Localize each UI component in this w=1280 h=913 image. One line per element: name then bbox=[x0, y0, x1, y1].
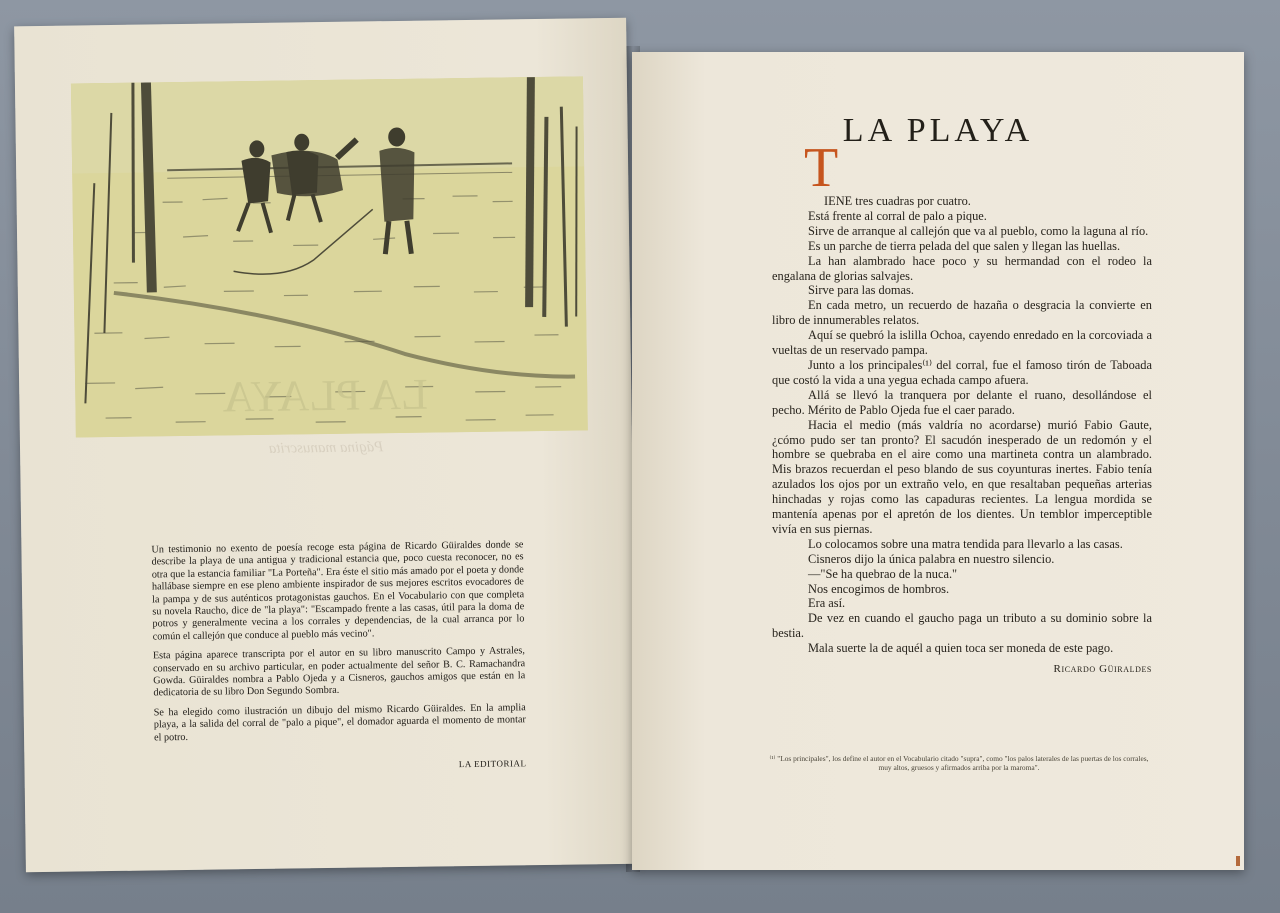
poem-paragraph: Allá se llevó la tranquera por delante el ruano, desollándose el pecho. Mérito de Pablo Ojeda fue el caer parado. bbox=[772, 387, 1152, 417]
poem-paragraph: Sirve de arranque al callejón que va al pueblo, como la laguna al río. bbox=[808, 223, 1149, 238]
editorial-note bbox=[151, 539, 526, 782]
drawing-sketch bbox=[71, 76, 588, 437]
poem-paragraph: Cisneros dijo la única palabra en nuestro silencio. bbox=[808, 551, 1055, 566]
prose-poem bbox=[772, 194, 1152, 677]
poem-paragraph: Hacia el medio (más valdría no acordarse) murió Fabio Gaute, ¿cómo pudo ser tan pronto? El sacudón inesperado de un redomón y el hombre se quebraba en el aire como una martineta contra un alambrado. Mis brazos recuerdan el peso blando de sus coyunturas inertes. Fabio tenía azulados los ojos por un extraño velo, en que resaltaban pequeñas arterias hinchadas y rojas como las capaduras recientes. La lengua mordida se mantenía apenas por el apretón de los dientes. Un temblor imperceptible vivía en sus piernas. bbox=[772, 417, 1152, 536]
poem-paragraph: De vez en cuando el gaucho paga un tributo a su dominio sobre la bestia. bbox=[772, 611, 1152, 641]
footnote: ⁽¹⁾ "Los principales", los define el autor en el Vocabulario citado "supra", como "los palos laterales de las puertas de los corrales, muy altos, gruesos y afirmados arriba por la maroma". bbox=[769, 754, 1149, 772]
note-paragraph: Esta página aparece transcripta por el autor en su libro manuscrito Campo y Astrales, conservado en su archivo particular, en poder actualmente del señor B. C. Ramachandra Gowda. Güiraldes nombra a Pablo Ojeda y a Cisneros, gauchos amigos que están en la dedicatoria de su libro Don Segundo Sombra. bbox=[152, 645, 526, 699]
poem-paragraph: —"Se ha quebrao de la nuca." bbox=[808, 566, 958, 581]
ghost-caption: Página manuscrita bbox=[268, 439, 384, 457]
poem-paragraph: Sirve para las domas. bbox=[808, 283, 914, 298]
page-edge-mark bbox=[1236, 856, 1240, 866]
left-page bbox=[14, 18, 638, 872]
editorial-signature: LA EDITORIAL bbox=[458, 758, 527, 770]
note-paragraph: Se ha elegido como ilustración un dibujo del mismo Ricardo Güiraldes. En la amplia playa, a la salida del corral de "palo a pique", el domador aguarda el momento de montar el potro. bbox=[153, 702, 526, 744]
page-title: LA PLAYA bbox=[842, 112, 1034, 149]
poem-paragraph: Nos encogimos de hombros. bbox=[808, 581, 950, 596]
svg-text:LA PLAYA: LA PLAYA bbox=[222, 369, 429, 422]
drop-cap: T bbox=[804, 137, 839, 199]
author-signature: Ricardo Güiraldes bbox=[1053, 663, 1152, 676]
poem-paragraph: IENE tres cuadras por cuatro. bbox=[824, 194, 971, 208]
poem-paragraph: Mala suerte la de aquél a quien toca ser moneda de este pago. bbox=[808, 641, 1114, 656]
pencil-drawing-illustration bbox=[71, 76, 588, 437]
poem-paragraph: Está frente al corral de palo a pique. bbox=[808, 208, 987, 223]
right-page bbox=[632, 52, 1244, 870]
poem-paragraph: La han alambrado hace poco y su hermandad con el rodeo la engalana de glorias salvajes. bbox=[772, 253, 1152, 283]
poem-paragraph: En cada metro, un recuerdo de hazaña o desgracia la convierte en libro de innumerables relatos. bbox=[772, 298, 1152, 328]
poem-paragraph: Junto a los principales⁽¹⁾ del corral, fue el famoso tirón de Taboada que costó la vida a una yegua echada campo afuera. bbox=[772, 357, 1152, 387]
poem-paragraph: Era así. bbox=[808, 596, 846, 611]
poem-paragraph: Lo colocamos sobre una matra tendida para llevarlo a las casas. bbox=[808, 536, 1123, 551]
poem-paragraph: Es un parche de tierra pelada del que salen y llegan las huellas. bbox=[808, 238, 1121, 253]
note-paragraph: Un testimonio no exento de poesía recoge esta página de Ricardo Güiraldes donde se describe la playa de una antigua y tradicional estancia que, poco cuesta reconocer, no es otra que la estancia familiar "La Porteña". Era éste el sitio más amado por el poeta y donde hallábase siempre en ese pleno ambiente inspirador de sus mejores escritos evocadores de la pampa y de sus auténticos protagonistas gauchos. En el Vocabulario con que completa su novela Raucho, dice de "la playa": "Escampado frente a las casas, útil para la doma de potros y generalmente vecina a los corrales y dependencias, de la cual arranca por lo común el callejón que conduce al pueblo más vecino". bbox=[151, 539, 525, 643]
poem-paragraph: Aquí se quebró la islilla Ochoa, cayendo enredado en la corcoviada a vueltas de un reservado pampa. bbox=[772, 328, 1152, 358]
